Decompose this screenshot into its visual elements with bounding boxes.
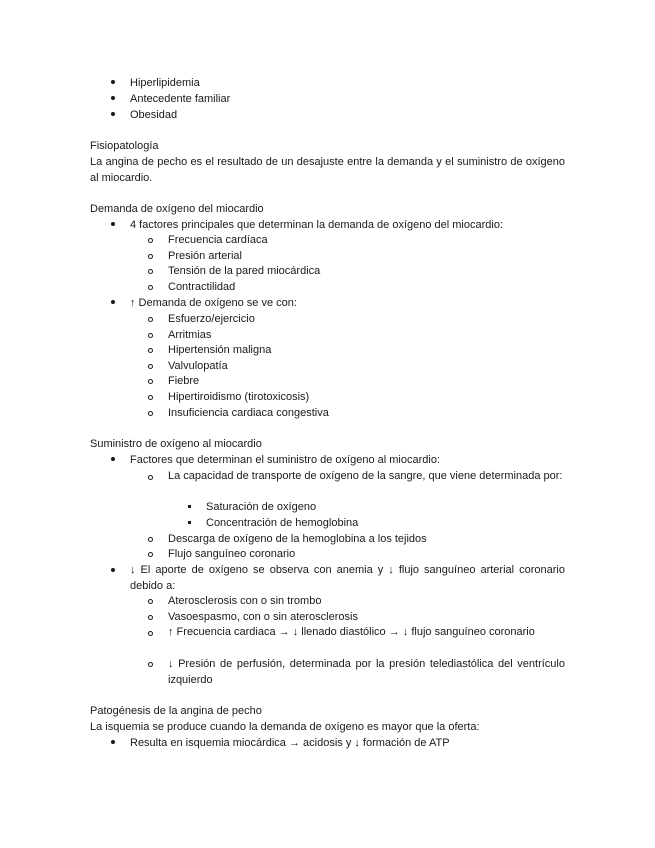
bullet-square (188, 505, 191, 508)
section-heading-fisiopatologia: Fisiopatología (90, 140, 159, 152)
section-heading-demanda: Demanda de oxígeno del miocardio (90, 203, 264, 215)
list-item: Vasoespasmo, con o sin aterosclerosis (168, 611, 358, 623)
list-item: Saturación de oxígeno (206, 501, 317, 513)
list-item: Concentración de hemoglobina (206, 517, 359, 529)
bullet-circle (148, 333, 153, 338)
bullet-square (188, 521, 191, 524)
list-item: Frecuencia cardíaca (168, 234, 268, 246)
bullet-circle (148, 285, 153, 290)
list-item: Valvulopatía (168, 360, 228, 372)
list-item: Factores que determinan el suministro de oxígeno al miocardio: (130, 454, 440, 466)
list-item: La capacidad de transporte de oxígeno de la sangre, que viene determinada por: (168, 470, 563, 482)
list-item: Aterosclerosis con o sin trombo (168, 595, 322, 607)
list-item: Presión arterial (168, 250, 242, 262)
bullet-disc (111, 222, 115, 226)
section-heading-patogenesis: Patogénesis de la angina de pecho (90, 705, 262, 717)
bullet-disc (111, 740, 115, 744)
bullet-circle (148, 631, 153, 636)
list-item: Hiperlipidemia (130, 77, 200, 89)
list-item: Arritmias (168, 329, 212, 341)
bullet-disc (111, 457, 115, 461)
bullet-circle (148, 411, 153, 416)
list-item: Antecedente familiar (130, 93, 231, 105)
bullet-circle (148, 348, 153, 353)
list-item: Resulta en isquemia miocárdica → acidosis y ↓ formación de ATP (130, 737, 450, 749)
list-item: Fiebre (168, 375, 200, 387)
bullet-circle (148, 662, 153, 667)
list-item: Obesidad (130, 109, 178, 121)
list-item: ↓ Presión de perfusión, determinada por la presión telediastólica del ventrículo izquierdo (168, 658, 565, 686)
bullet-circle (148, 364, 153, 369)
list-item: Flujo sanguíneo coronario (168, 548, 296, 560)
paragraph-fisiopatologia: La angina de pecho es el resultado de un desajuste entre la demanda y el suministro de oxígeno al miocardio. (90, 156, 565, 184)
bullet-circle (148, 537, 153, 542)
bullet-circle (148, 269, 153, 274)
list-item: ↓ El aporte de oxígeno se observa con anemia y ↓ flujo sanguíneo arterial coronario debido a: (130, 564, 565, 592)
list-item: 4 factores principales que determinan la demanda de oxígeno del miocardio: (130, 219, 504, 231)
bullet-circle (148, 254, 153, 259)
bullet-disc (111, 112, 115, 116)
bullet-circle (148, 615, 153, 620)
bullet-circle (148, 599, 153, 604)
bullet-circle (148, 395, 153, 400)
bullet-disc (111, 300, 115, 304)
list-item: Descarga de oxígeno de la hemoglobina a los tejidos (168, 533, 427, 545)
paragraph-patogenesis: La isquemia se produce cuando la demanda de oxígeno es mayor que la oferta: (90, 721, 480, 733)
list-item: Tensión de la pared miocárdica (168, 265, 321, 277)
bullet-circle (148, 552, 153, 557)
bullet-circle (148, 379, 153, 384)
list-item: Insuficiencia cardiaca congestiva (168, 407, 329, 419)
bullet-circle (148, 475, 153, 480)
list-item: ↑ Demanda de oxígeno se ve con: (130, 297, 297, 309)
bullet-disc (111, 80, 115, 84)
bullet-disc (111, 568, 115, 572)
bullet-circle (148, 317, 153, 322)
list-item: ↑ Frecuencia cardiaca → ↓ llenado diastólico → ↓ flujo sanguíneo coronario (168, 626, 535, 638)
bullet-disc (111, 96, 115, 100)
list-item: Esfuerzo/ejercicio (168, 313, 255, 325)
list-item: Hipertensión maligna (168, 344, 272, 356)
list-item: Contractilidad (168, 281, 236, 293)
list-item: Hipertiroidismo (tirotoxicosis) (168, 391, 310, 403)
bullet-circle (148, 238, 153, 243)
section-heading-suministro: Suministro de oxígeno al miocardio (90, 438, 262, 450)
